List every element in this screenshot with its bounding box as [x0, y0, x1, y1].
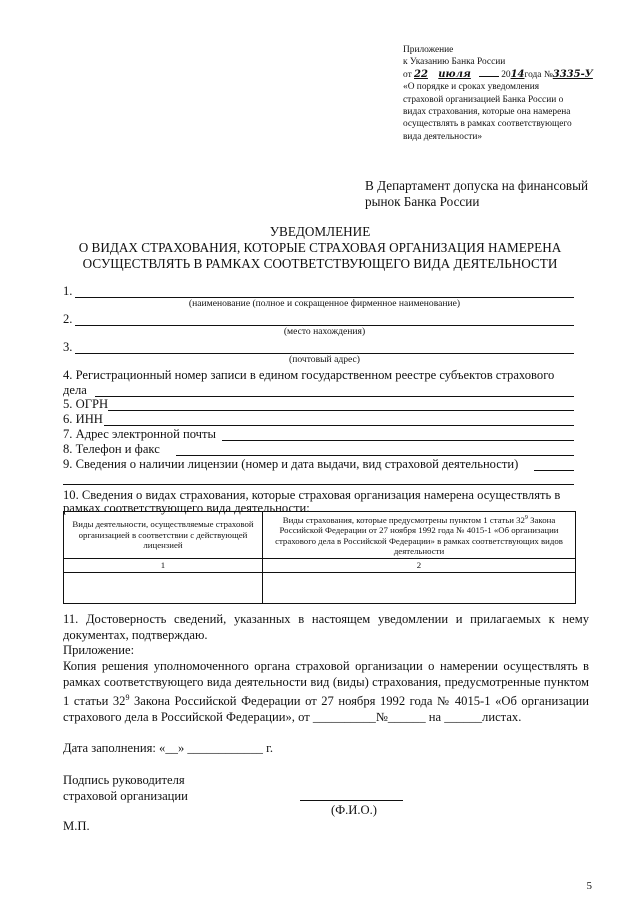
insurance-types-table [63, 511, 576, 604]
attachment-text [63, 659, 589, 726]
table-col-1-number: 1 [64, 559, 263, 573]
field-4-label: 4. Регистрационный номер записи в едином государственном реестре субъектов страхового [63, 368, 555, 382]
handwritten-month: июля [438, 68, 471, 80]
field-6-line[interactable] [104, 425, 574, 426]
field-10-label-cont: рамках соответствующего вида деятельности: [63, 501, 310, 515]
signature-label-2: страховой организации [63, 789, 188, 803]
year-word: года [524, 69, 542, 80]
appendix-line-8: вида деятельности» [403, 131, 483, 142]
from-prefix: от [403, 69, 412, 80]
table-header-row [64, 512, 576, 559]
number-prefix: № [543, 69, 553, 80]
document-title: УВЕДОМЛЕНИЕ [269, 224, 371, 239]
table-row [64, 572, 576, 603]
field-3-caption: (почтовый адрес) [289, 354, 360, 365]
appendix-line-7: осуществлять в рамках соответствующего [403, 119, 572, 130]
appendix-line-5: страховой организацией Банка России о [403, 94, 564, 105]
addressee-line-2: рынок Банка России [365, 194, 480, 209]
signature-line[interactable] [300, 800, 403, 801]
table-header-activity: Виды деятельности, осуществляемые страховой организацией в соответствии с действующей лицензией [64, 512, 263, 559]
field-5-label: 5. ОГРН [63, 397, 109, 411]
table-col-2-number: 2 [263, 559, 576, 573]
appendix-reference [403, 44, 603, 143]
attachment-text-a: Копия решения уполномоченного органа страховой организации о намерении осуществлять в рамках соответствующего вида деятельности вид (виды) страхования, предусмотренные пунктом 1 статьи 32 [63, 659, 589, 709]
table-cell-insurance-types[interactable] [263, 572, 576, 603]
field-4-line[interactable] [95, 396, 574, 397]
document-subtitle-1: О ВИДАХ СТРАХОВАНИЯ, КОТОРЫЕ СТРАХОВАЯ ОРГАНИЗАЦИЯ НАМЕРЕНА [78, 240, 562, 255]
date-blank [479, 76, 499, 77]
handwritten-day: 22 [414, 68, 428, 80]
field-8-label: 8. Телефон и факс [63, 442, 160, 456]
field-2-caption: (место нахождения) [283, 326, 366, 337]
appendix-line-4: «О порядке и сроках уведомления [403, 82, 540, 93]
field-1-caption: (наименование (полное и сокращенное фирменное наименование) [188, 298, 461, 309]
attachment-text-b: Закона Российской Федерации от 27 ноября 1992 года № 4015-1 «Об организации страхового дела в Российской Федерации», от __________№______ на ______листах. [63, 694, 590, 724]
document-subtitle-2: ОСУЩЕСТВЛЯТЬ В РАМКАХ СООТВЕТСТВУЮЩЕГО ВИДА ДЕЯТЕЛЬНОСТИ [82, 256, 558, 271]
appendix-line-6: видах страхования, которые она намерена [403, 107, 571, 118]
fio-caption: (Ф.И.О.) [331, 803, 377, 817]
field-7-label: 7. Адрес электронной почты [63, 427, 216, 441]
header-text-a: Виды страхования, которые предусмотрены пунктом 1 статьи 32 [282, 514, 525, 525]
handwritten-number: 3335-У [552, 68, 593, 80]
confirmation-paragraph: 11. Достоверность сведений, указанных в настоящем уведомлении и прилагаемых к нему документах, подтверждаю. [63, 612, 589, 642]
addressee-line-1: В Департамент допуска на финансовый [365, 178, 589, 193]
appendix-line-1: Приложение [403, 45, 454, 55]
header-text-b: Закона Российской Федерации от 27 ноября 1992 года № 4015-1 «Об организации страхового дела в Российской Федерации» в рамках соответствующих видов деятельности [275, 514, 563, 557]
field-9-label: 9. Сведения о наличии лицензии (номер и дата выдачи, вид страховой деятельности) [63, 457, 519, 471]
signature-label-1: Подпись руководителя [63, 773, 185, 787]
fill-date: Дата заполнения: «__» ____________ г. [63, 741, 273, 755]
year-prefix: 20 [501, 69, 511, 80]
table-number-row [64, 559, 576, 573]
field-3-number: 3. [63, 340, 73, 354]
handwritten-year: 14 [510, 68, 525, 80]
attachment-label: Приложение: [63, 643, 135, 657]
field-2-number: 2. [63, 312, 73, 326]
field-6-label: 6. ИНН [63, 412, 103, 426]
appendix-date-line [403, 69, 603, 81]
field-5-line[interactable] [108, 410, 574, 411]
header-sup: 9 [524, 515, 528, 522]
field-8-line[interactable] [176, 455, 574, 456]
field-10-label: 10. Сведения о видах страхования, которые страховая организация намерена осуществлять в [63, 488, 561, 502]
field-9-line[interactable] [63, 484, 574, 485]
seal-place: М.П. [63, 819, 90, 833]
addressee [365, 178, 615, 210]
attachment-sup: 9 [125, 693, 130, 703]
field-9-line-end[interactable] [534, 470, 574, 471]
field-4-label-cont: дела [63, 383, 87, 397]
table-cell-activity[interactable] [64, 572, 263, 603]
appendix-line-2: к Указанию Банка России [403, 57, 506, 68]
field-1-number: 1. [63, 284, 73, 298]
page-number: 5 [586, 880, 592, 892]
table-header-insurance-types [263, 512, 576, 559]
field-7-line[interactable] [222, 440, 574, 441]
